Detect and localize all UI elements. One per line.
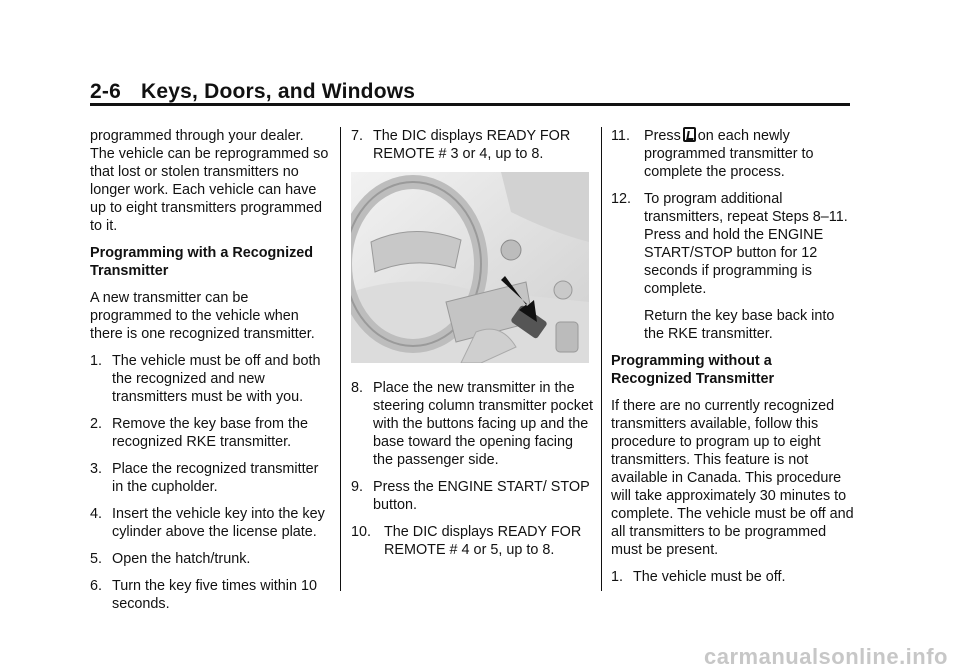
- step-10: 10. The DIC displays READY FOR REMOTE # 4 or 5, up to 8.: [351, 524, 582, 558]
- step-2: 2. Remove the key base from the recognized RKE transmitter.: [90, 416, 308, 450]
- intro-paragraph: programmed through your dealer. The vehicle can be reprogrammed so that lost or stolen transmitters no longer work. Each vehicle can have up to eight transmitters programmed to it.: [90, 128, 329, 234]
- header-rule: [90, 103, 850, 106]
- remote-start-icon: [683, 127, 696, 142]
- step-12-note: Return the key base back into the RKE transmitter.: [644, 308, 835, 342]
- page-header: [90, 80, 415, 104]
- heading-without-recognized: Programming without a Recognized Transmitter: [611, 353, 775, 387]
- step-3: 3. Place the recognized transmitter in the cupholder.: [90, 461, 319, 495]
- step-12: 12. To program additional transmitters, repeat Steps 8–11. Press and hold the ENGINE START/STOP button for 12 seconds if programming is complete.: [611, 191, 848, 297]
- column-2: [351, 127, 593, 568]
- step-7: 7. The DIC displays READY FOR REMOTE # 3 or 4, up to 8.: [351, 128, 571, 162]
- step-1: 1. The vehicle must be off and both the recognized and new transmitters must be with you.: [90, 353, 321, 405]
- step-8: 8. Place the new transmitter in the steering column transmitter pocket with the buttons facing up and the base toward the opening facing the passenger side.: [351, 380, 593, 468]
- heading-recognized: Programming with a Recognized Transmitter: [90, 245, 314, 279]
- steering-column-illustration: [351, 172, 589, 363]
- step-6: 6. Turn the key five times within 10 seconds.: [90, 578, 318, 612]
- step-11: 11. Press on each newly programmed transmitter to complete the process.: [611, 128, 814, 180]
- section-title: Keys, Doors, and Windows: [141, 80, 416, 103]
- step-9: 9. Press the ENGINE START/ STOP button.: [351, 479, 590, 513]
- column-divider-1: [340, 127, 341, 591]
- watermark: carmanualsonline.info: [704, 644, 948, 669]
- step-4: 4. Insert the vehicle key into the key cylinder above the license plate.: [90, 506, 325, 540]
- steering-wheel-image: [351, 172, 589, 363]
- column-3: [611, 127, 856, 595]
- step-1-off: 1. The vehicle must be off.: [611, 569, 786, 585]
- column-divider-2: [601, 127, 602, 591]
- step-5: 5. Open the hatch/trunk.: [90, 551, 251, 567]
- without-recognized-paragraph: If there are no currently recognized transmitters available, follow this procedure to program up to eight transmitters. This feature is not available in Canada. This procedure will take approximately 30 minutes to complete. The vehicle must be off and all transmitters to be programmed must be present.: [611, 398, 854, 558]
- recognized-paragraph: A new transmitter can be programmed to the vehicle when there is one recognized transmitter.: [90, 290, 315, 342]
- page-number: 2-6: [90, 80, 121, 103]
- column-1: [90, 127, 330, 622]
